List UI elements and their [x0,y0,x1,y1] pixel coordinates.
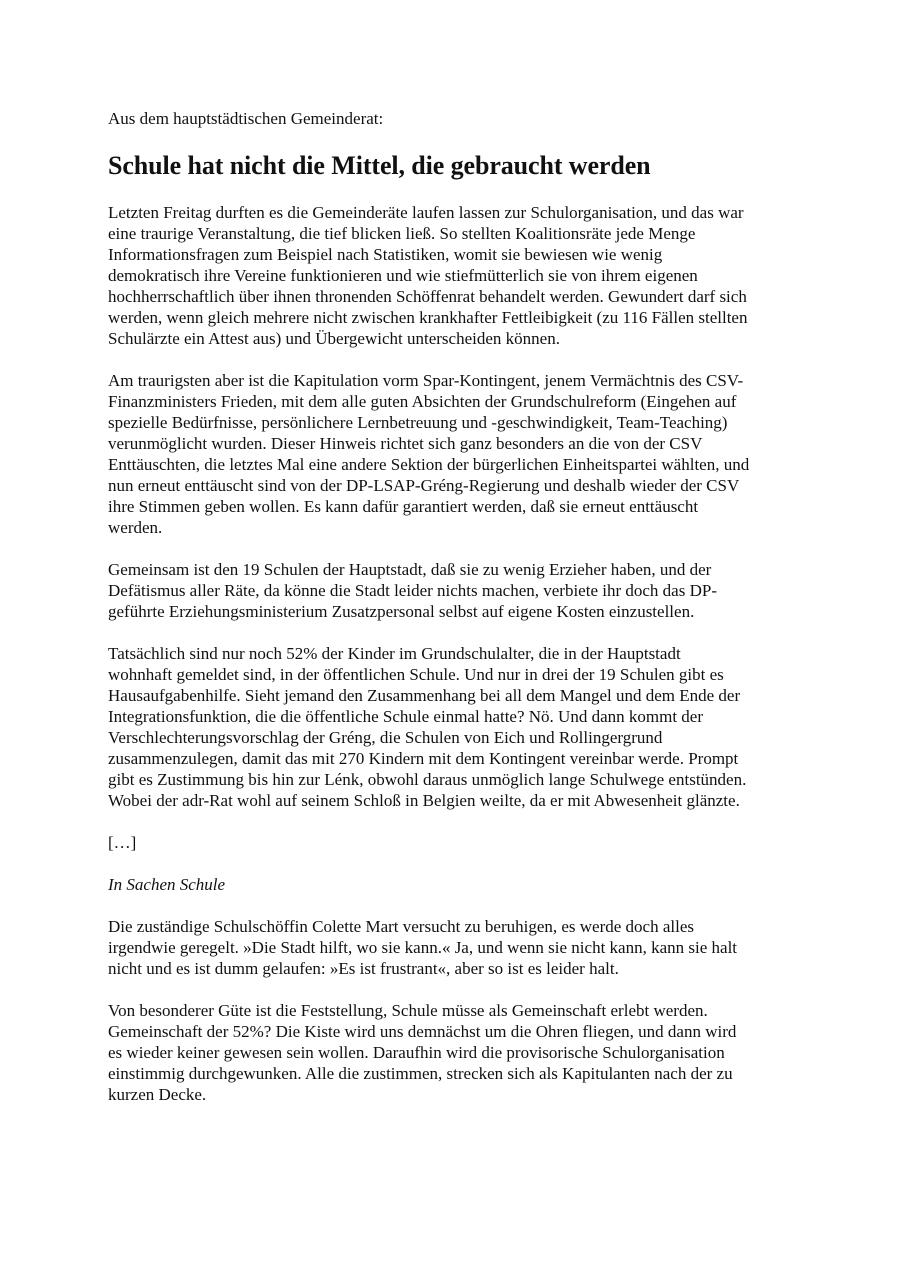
article-kicker: Aus dem hauptstädtischen Gemeinderat: [108,109,384,128]
paragraph-5: Die zuständige Schulschöffin Colette Mart versucht zu beruhigen, es werde doch alles irgendwie geregelt. »Die Stadt hilft, wo sie kann.« Ja, und wenn sie nicht kann, kann sie halt nicht und es ist dumm gelaufen: »Es ist frustrant«, aber so ist es leider halt. [108,917,738,978]
paragraph-6: Von besonderer Güte ist die Feststellung, Schule müsse als Gemeinschaft erlebt werden. Gemeinschaft der 52%? Die Kiste wird uns demnächst um die Ohren fliegen, und dann wird es wieder keiner gewesen sein wollen. Daraufhin wird die provisorische Schulorganisation einstimmig durchgewunken. Alle die zustimmen, strecken sich als Kapitulanten nach der zu kurzen Decke. [108,1001,737,1104]
paragraph-4: Tatsächlich sind nur noch 52% der Kinder im Grundschulalter, die in der Hauptstadt wohnhaft gemeldet sind, in der öffentlichen Schule. Und nur in drei der 19 Schulen gibt es Hausaufgabenhilfe. Sieht jemand den Zusammenhang bei all dem Mangel und dem Ende der Integrationsfunktion, die die öffentliche Schule einmal hatte? Nö. Und dann kommt der Verschlechterungsvorschlag der Gréng, die Schulen von Eich und Rollingergrund zusammenzulegen, damit das mit 270 Kindern mit dem Kontingent vereinbar werde. Prompt gibt es Zustimmung bis hin zur Lénk, obwohl daraus unmöglich lange Schulwege entstünden. Wobei der adr-Rat wohl auf seinem Schloß in Belgien weilte, da er mit Abwesenheit glänzte. [108,644,747,810]
article-headline: Schule hat nicht die Mittel, die gebraucht werden [108,151,651,180]
paragraph-2: Am traurigsten aber ist die Kapitulation vorm Spar-Kontingent, jenem Vermächtnis des CSV- Finanzministers Frieden, mit dem alle guten Absichten der Grundschulreform (Eingehen auf spezielle Bedürfnisse, persönlichere Lernbetreuung und -geschwindigkeit, Team-Teaching) verunmöglicht wurden. Dieser Hinweis richtet sich ganz besonders an die von der CSV Enttäuschten, die letztes Mal eine andere Sektion der bürgerlichen Einheitspartei wählten, und nun erneut enttäuscht sind von der DP-LSAP-Gréng-Regierung und deshalb wieder der CSV ihre Stimmen geben wollen. Es kann dafür garantiert werden, daß sie erneut enttäuscht werden. [108,371,750,537]
section-subheading: In Sachen Schule [108,875,226,894]
omission-marker: […] [108,833,137,852]
document-page [108,108,808,1126]
paragraph-3: Gemeinsam ist den 19 Schulen der Hauptstadt, daß sie zu wenig Erzieher haben, und der Defätismus aller Räte, da könne die Stadt leider nichts machen, verbiete ihr doch das DP- geführte Erziehungsministerium Zusatzpersonal selbst auf eigene Kosten einzustellen. [108,560,717,621]
paragraph-1: Letzten Freitag durften es die Gemeinderäte laufen lassen zur Schulorganisation, und das war eine traurige Veranstaltung, die tief blicken ließ. So stellten Koalitionsräte jede Menge Informationsfragen zum Beispiel nach Statistiken, womit sie bewiesen wie wenig demokratisch ihre Vereine funktionieren und wie stiefmütterlich sie von ihrem eigenen hochherrschaftlich über ihnen thronenden Schöffenrat behandelt werden. Gewundert darf sich werden, wenn gleich mehrere nicht zwischen krankhafter Fettleibigkeit (zu 116 Fällen stellten Schulärzte ein Attest aus) und Übergewicht unterscheiden können. [108,203,748,348]
